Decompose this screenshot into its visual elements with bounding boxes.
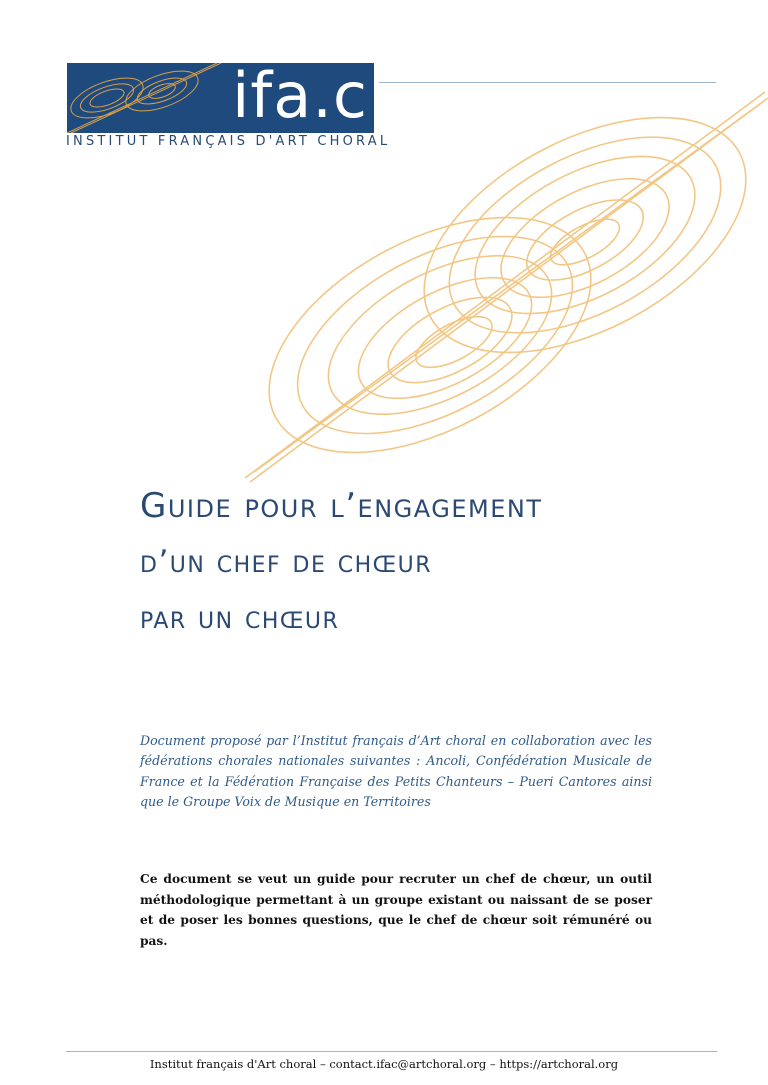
decorative-ellipses: [230, 80, 768, 490]
title-line-3: par un chœur: [140, 600, 340, 636]
logo-tagline: INSTITUT FRANÇAIS D'ART CHORAL: [66, 134, 391, 149]
purpose-paragraph: Ce document se veut un guide pour recruter un chef de chœur, un outil méthodologique permettant à un groupe existant ou naissant de se poser et de poser les bonnes questions, que le chef de chœur soit rémunéré ou pas.: [140, 872, 652, 948]
footer-divider: [66, 1051, 717, 1052]
footer-text: Institut français d'Art choral – contact.ifac@artchoral.org – https://artchoral.org: [149, 1057, 619, 1071]
title-line-1: Guide pour l’engagement: [140, 486, 543, 526]
logo-wordmark: ifa.c: [232, 63, 368, 132]
document-title: [140, 478, 700, 646]
intro-paragraph: Document proposé par l’Institut français d’Art choral en collaboration avec les fédérations chorales nationales suivantes : Ancoli, Confédération Musicale de France et la Fédération Française des Petits Chanteurs – Pueri Cantores ainsi que le Groupe Voix de Musique en Territoires: [140, 732, 652, 810]
title-line-2: d’un chef de chœur: [140, 544, 433, 580]
